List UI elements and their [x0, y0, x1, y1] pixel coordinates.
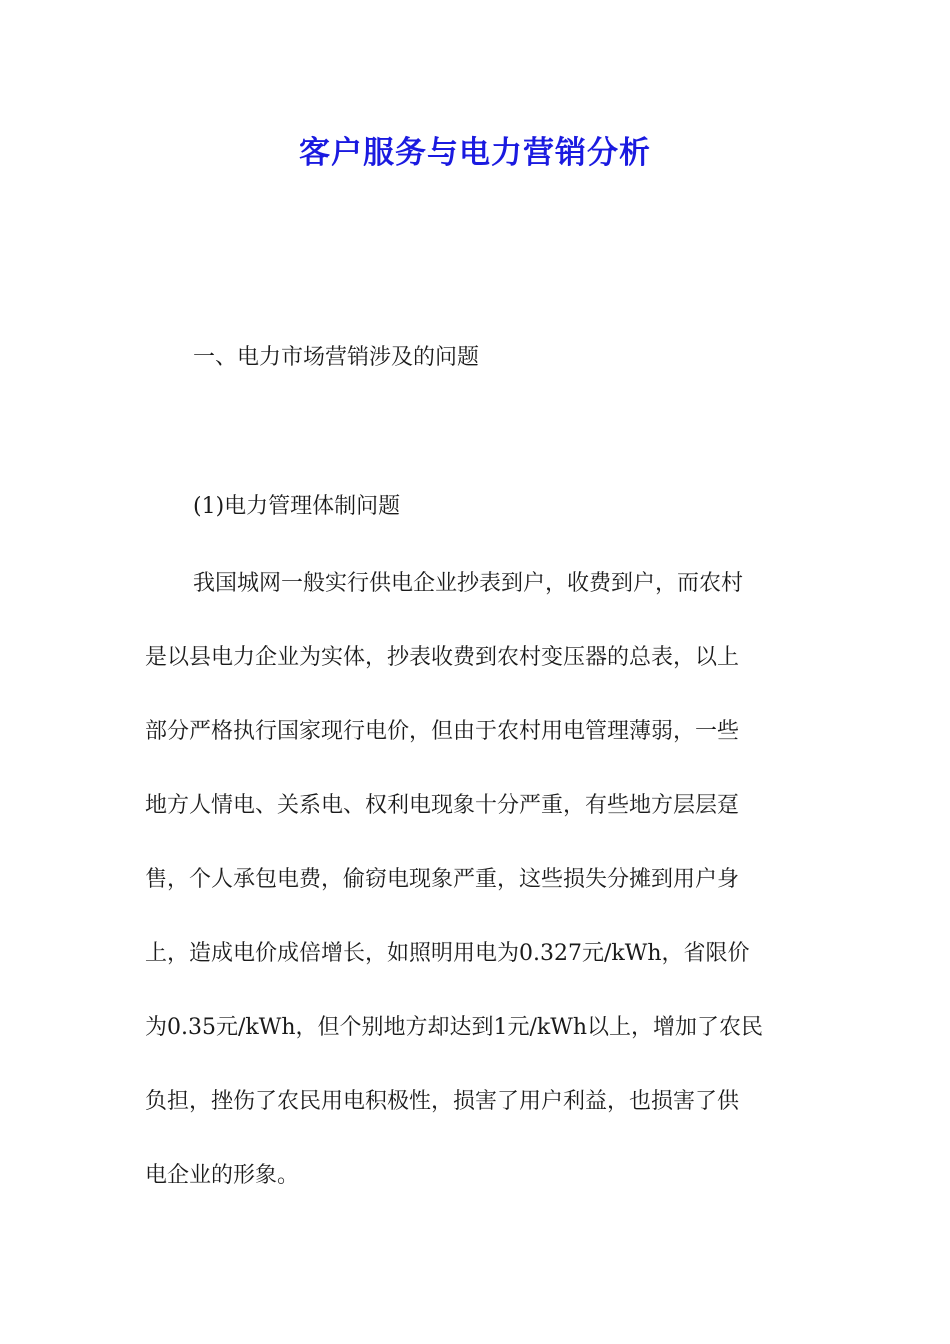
document-title: 客户服务与电力营销分析 — [299, 135, 651, 171]
paragraph-line: 电企业的形象。 — [145, 1163, 300, 1188]
paragraph-line: 为0.35元/kWh，但个别地方却达到1元/kWh以上，增加了农民 — [145, 1015, 764, 1040]
paragraph-line: 我国城网一般实行供电企业抄表到户，收费到户，而农村 — [193, 571, 744, 596]
body-paragraph — [145, 566, 809, 1232]
paragraph-line: 负担，挫伤了农民用电积极性，损害了用户利益，也损害了供 — [145, 1089, 740, 1114]
paragraph-line: 部分严格执行国家现行电价，但由于农村用电管理薄弱，一些 — [145, 719, 740, 744]
section-heading: 一、电力市场营销涉及的问题 — [193, 345, 480, 370]
paragraph-line: 地方人情电、关系电、权利电现象十分严重，有些地方层层趸 — [145, 793, 740, 818]
paragraph-line: 售，个人承包电费，偷窃电现象严重，这些损失分摊到用户身 — [145, 867, 740, 892]
paragraph-line: 是以县电力企业为实体，抄表收费到农村变压器的总表，以上 — [145, 645, 740, 670]
sub-heading: (1)电力管理体制问题 — [193, 494, 401, 519]
paragraph-line: 上，造成电价成倍增长，如照明用电为0.327元/kWh，省限价 — [145, 941, 750, 966]
